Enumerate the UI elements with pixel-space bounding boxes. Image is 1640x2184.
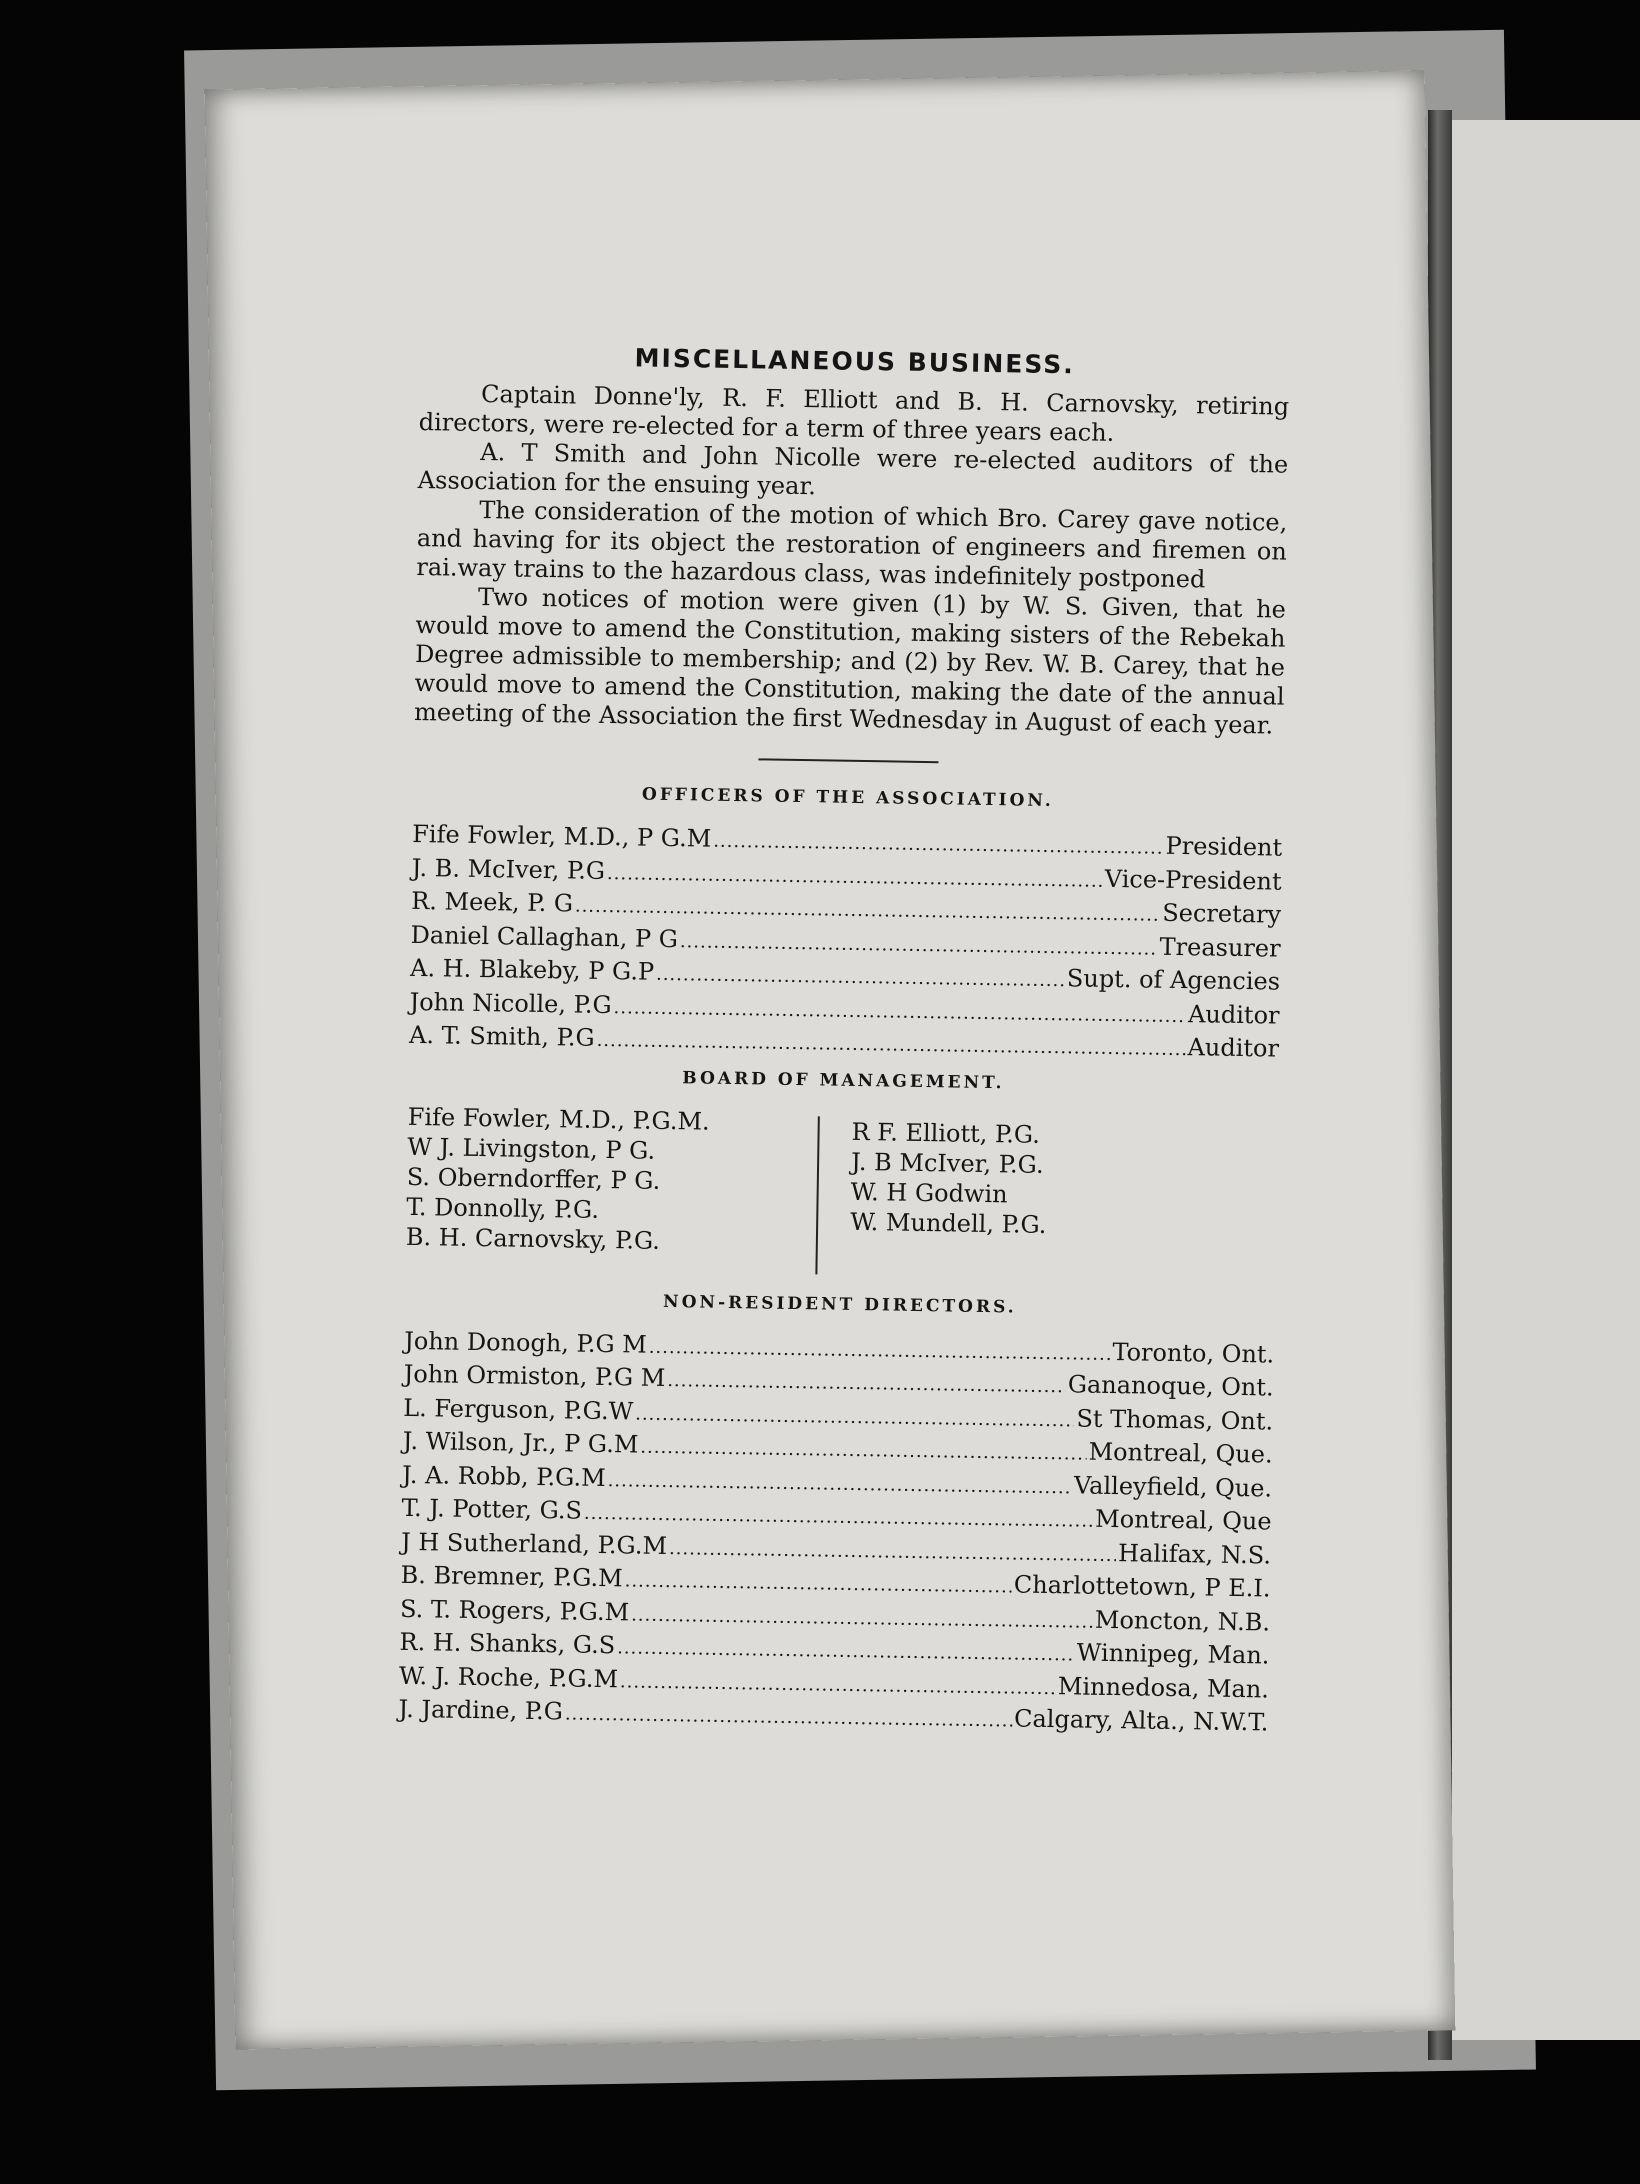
directors-list [398, 1325, 1274, 1741]
page-content [398, 340, 1290, 1741]
board-member: W J. Livingston, P G. [407, 1132, 656, 1165]
director-place: Calgary, Alta., N.W.T. [1013, 1704, 1269, 1737]
director-name: B. Bremner, P.G.M [400, 1560, 623, 1593]
paragraph: Captain Donne'ly, R. F. Elliott and B. H. Carnovsky, retiring directors, were re-elected for a term of three years each. [418, 379, 1290, 447]
director-name: T. J. Potter, G.S [401, 1493, 583, 1525]
director-place: Winnipeg, Man. [1076, 1638, 1270, 1670]
director-place: Moncton, N.B. [1094, 1605, 1271, 1637]
board-member: W. Mundell, P.G. [849, 1207, 1047, 1239]
board-right-column [849, 1108, 1048, 1277]
officer-office: Vice-President [1104, 864, 1282, 896]
board-members [405, 1101, 1278, 1281]
director-place: St Thomas, Ont. [1076, 1403, 1274, 1436]
officers-list [409, 819, 1283, 1067]
officer-name: R. Meek, P. G [410, 886, 574, 918]
officer-office: Auditor [1187, 999, 1280, 1030]
directors-heading: NON-RESIDENT DIRECTORS. [662, 1291, 1017, 1317]
paragraph: A. T Smith and John Nicolle were re-elected auditors of the Association for the ensuing year. [417, 437, 1289, 501]
director-name: R. H. Shanks, G.S [399, 1627, 616, 1660]
board-member: T. Donnolly, P.G. [406, 1192, 600, 1224]
director-name: J. Jardine, P.G [398, 1694, 564, 1726]
divider-rule [758, 758, 938, 763]
director-place: Valleyfield, Que. [1073, 1470, 1273, 1503]
director-name: J H Sutherland, P.G.M [400, 1527, 668, 1560]
officer-office: Supt. of Agencies [1066, 964, 1281, 996]
officer-name: A. T. Smith, P.G [408, 1020, 595, 1052]
leader-dots [667, 1366, 1066, 1403]
director-place: Charlottetown, P E.I. [1013, 1570, 1271, 1603]
leader-dots [624, 1566, 1012, 1603]
board-left-column [405, 1101, 818, 1273]
director-name: S. T. Rogers, P.G.M [399, 1594, 630, 1626]
board-member: R F. Elliott, P.G. [851, 1117, 1041, 1149]
board-member: W. H Godwin [850, 1177, 1008, 1208]
director-name: J. A. Robb, P.G.M [401, 1460, 606, 1492]
director-name: W. J. Roche, P.G.M [398, 1661, 619, 1693]
leader-dots [656, 960, 1065, 997]
board-heading: BOARD OF MANAGEMENT. [682, 1067, 1005, 1093]
director-name: John Ormiston, P.G M [403, 1359, 666, 1392]
paragraph: Two notices of motion were given (1) by W. S. Given, that he would move to amend the Constitution, making sisters of the Rebekah Degree admissible to membership; and (2) by Rev. W. B. Carey, that he would move to amend the Constitution, making the date of the annual meeting of the Association the first Wednesday in August of each year. [413, 582, 1287, 740]
board-member: B. H. Carnovsky, P.G. [405, 1222, 661, 1255]
officer-office: Secretary [1162, 898, 1282, 929]
paragraph: The consideration of the motion of which Bro. Carey gave notice, and having for its object the restoration of engineers and firemen on rai.way trains to the hazardous class, was indefinitely postponed [416, 495, 1288, 594]
facing-page [1440, 120, 1640, 2040]
director-place: Halifax, N.S. [1117, 1538, 1272, 1570]
officer-name: John Nicolle, P.G [409, 987, 612, 1019]
director-name: J. Wilson, Jr., P G.M [402, 1426, 639, 1459]
section-heading: MISCELLANEOUS BUSINESS. [634, 343, 1075, 380]
director-place: Gananoque, Ont. [1067, 1370, 1274, 1402]
board-member: J. B McIver, P.G. [850, 1147, 1044, 1179]
director-place: Toronto, Ont. [1112, 1337, 1275, 1369]
officer-name: Fife Fowler, M.D., P G.M [412, 819, 712, 853]
director-place: Montreal, Que. [1088, 1437, 1273, 1469]
director-place: Montreal, Que [1094, 1504, 1272, 1536]
officer-office: Treasurer [1159, 932, 1281, 963]
director-name: John Donogh, P.G M [404, 1326, 648, 1359]
officer-name: A. H. Blakeby, P G.P [409, 953, 655, 986]
director-name: L. Ferguson, P.G.W [403, 1393, 634, 1425]
officer-name: J. B. McIver, P.G [411, 853, 606, 885]
director-place: Minnedosa, Man. [1057, 1671, 1270, 1703]
officer-office: Auditor [1187, 1033, 1280, 1063]
board-member: S. Oberndorffer, P G. [406, 1162, 661, 1195]
officer-name: Daniel Callaghan, P G [410, 920, 679, 953]
board-member: Fife Fowler, M.D., P.G.M. [407, 1102, 710, 1136]
officers-heading: OFFICERS OF THE ASSOCIATION. [641, 784, 1054, 812]
officer-office: President [1165, 831, 1283, 862]
